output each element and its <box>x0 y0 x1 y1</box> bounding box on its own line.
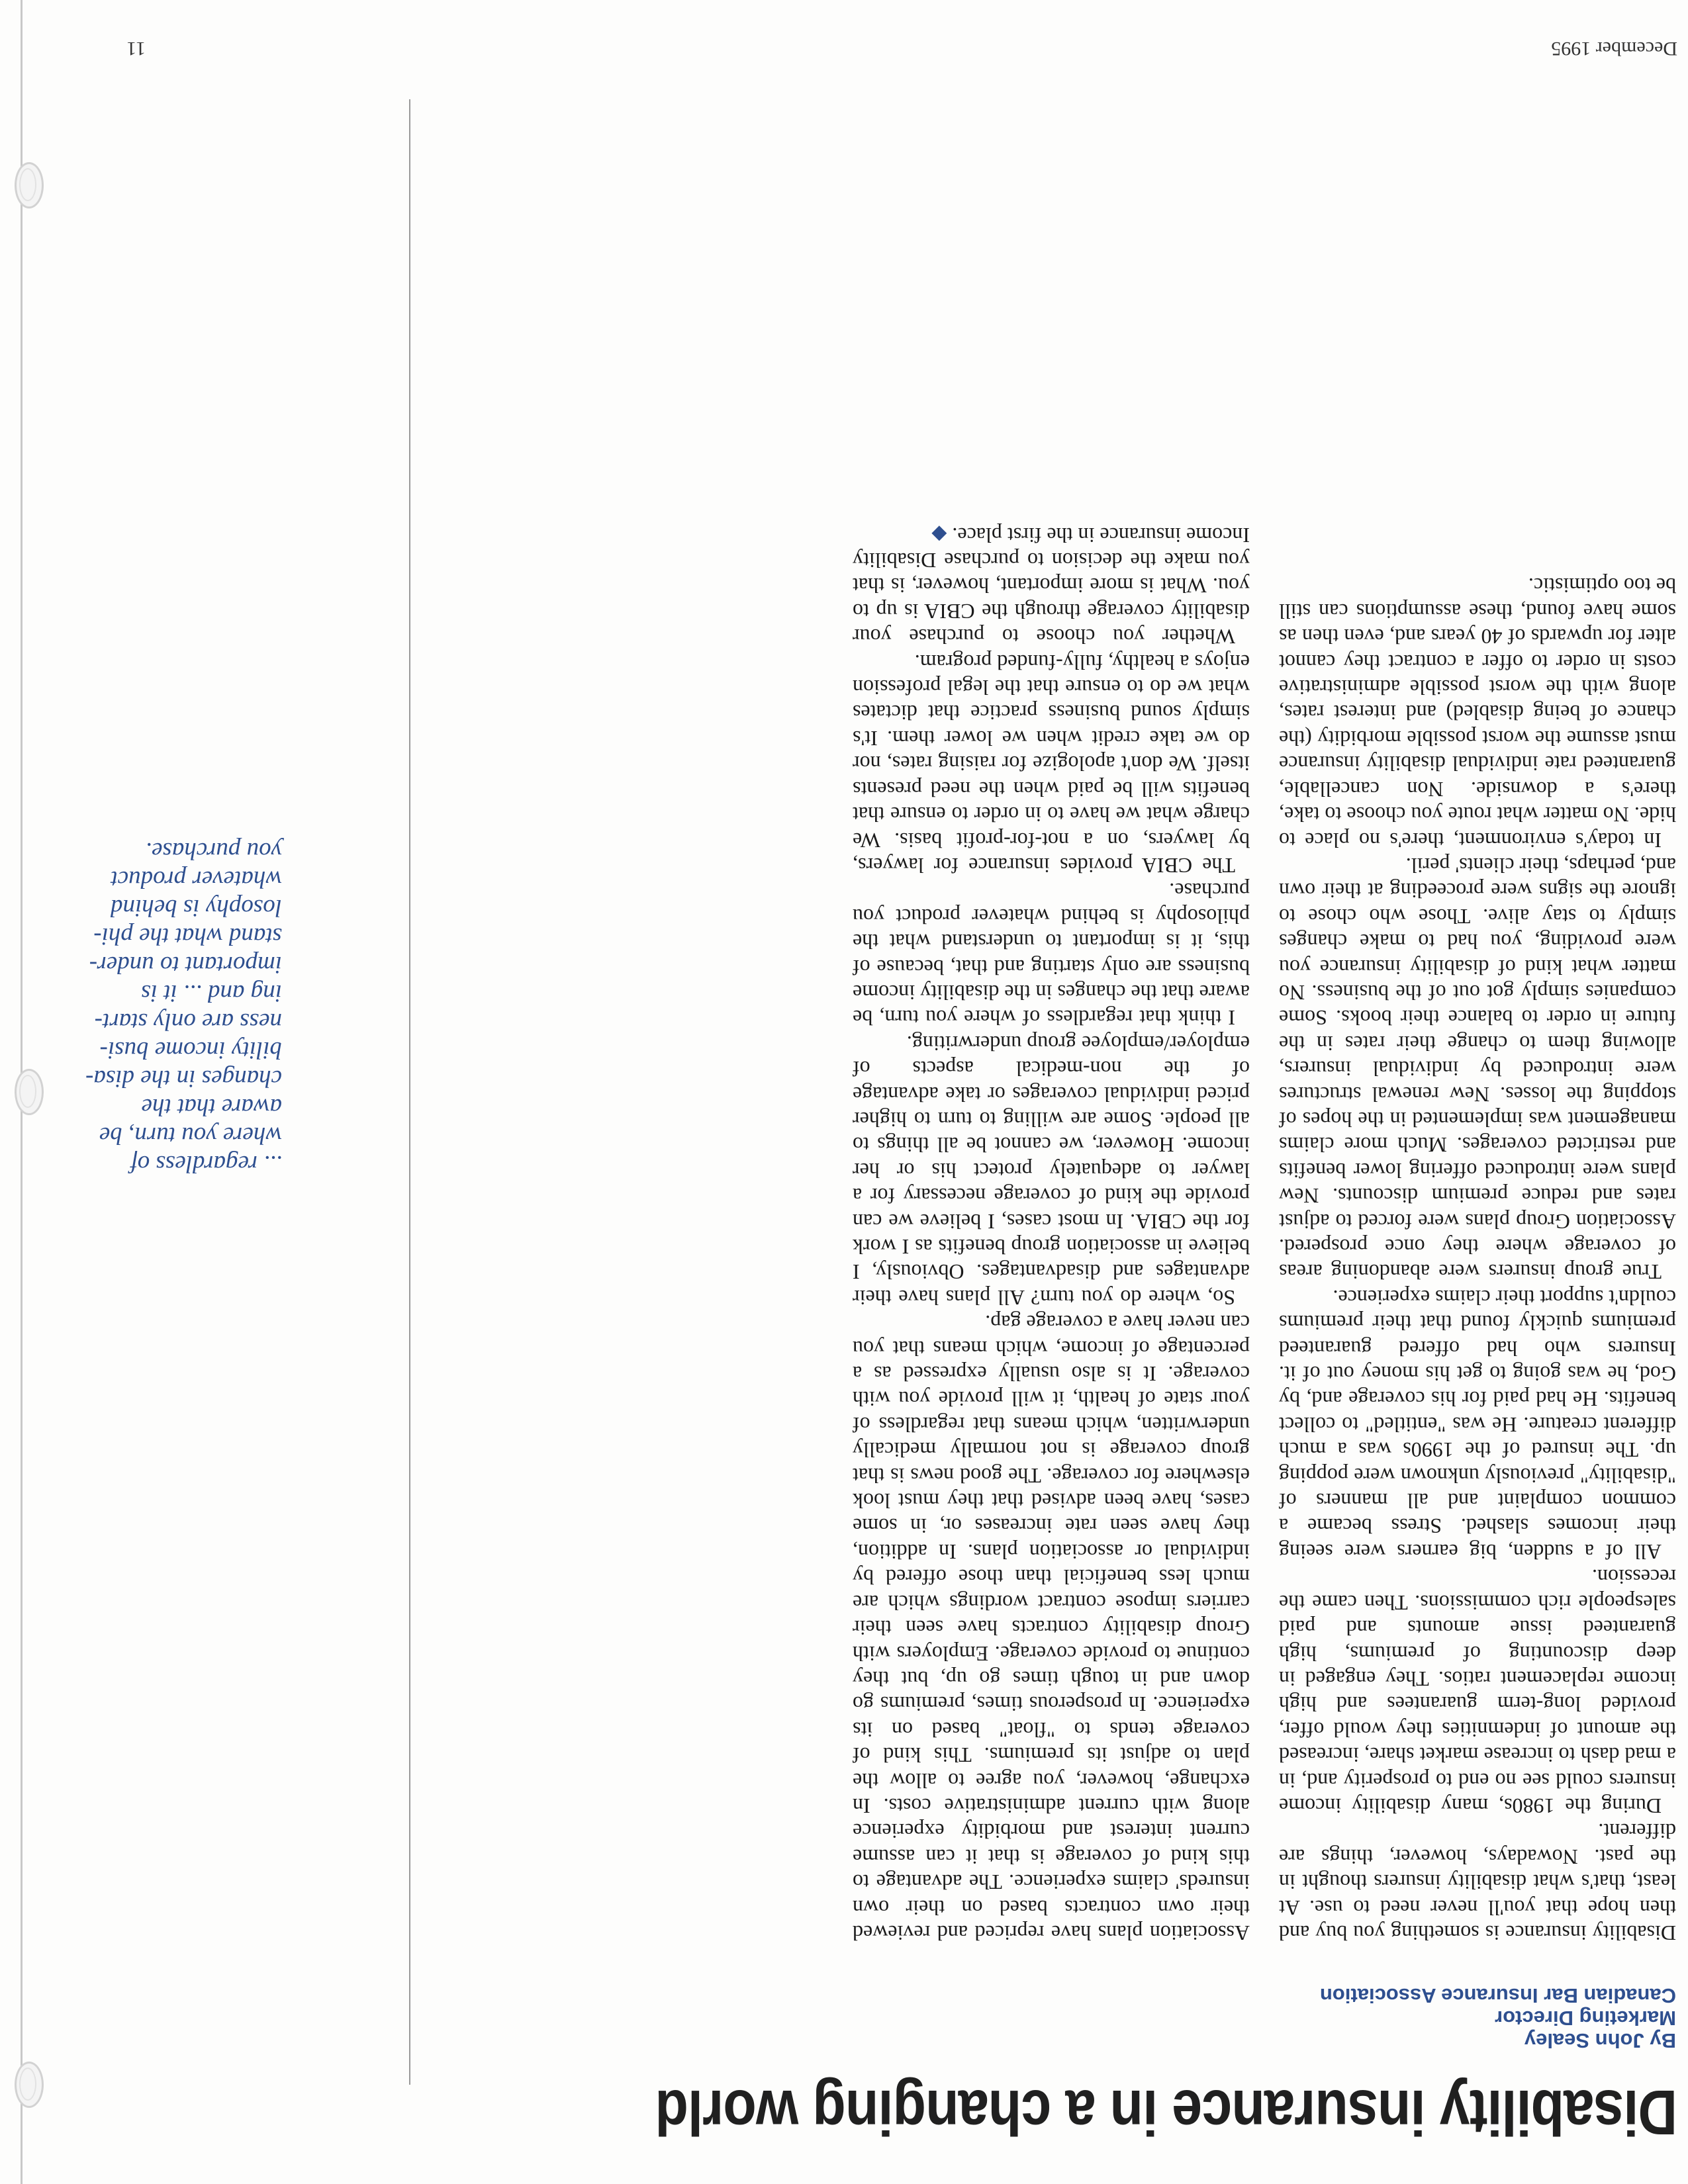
author-name: By John Sealey <box>1524 2029 1676 2052</box>
pull-quote-line: ing and ... it is <box>141 979 282 1007</box>
paragraph: The CBIA provides insurance for lawyers, by lawyers, on a not-for-profit basis. We charge what we have to in order to ensure that benefits will be paid when the need presents itself. We don't apologize for raising rates, nor do we take credit when we lower them. It's simply sound business practice that dictates what we do to ensure that the legal profession enjoys a healthy, fully-funded program. <box>853 650 1250 878</box>
page-number: 11 <box>126 38 146 60</box>
paragraph: In today's environment, there's no place to hide. No matter what route you choose to take, there's a downside. Non cancellable, guaranteed rate individual disability insurance must assume the worst possible morbidity (the chance of being disabled) and interest rates, along with the worst possible administrative costs in order to offer a contract they cannot alter for upwards of 40 years and, even then as some have found, these assumptions can still be too optimistic. <box>1279 574 1676 852</box>
paragraph: So, where do you turn? All plans have their advantages and disadvantages. Obviously, I believe in association group benefits as I work for the CBIA. In most cases, I believe we can provide the kind of coverage necessary for a lawyer to adequately protect his or her income. However, we cannot be all things to all people. Some are willing to turn to higher priced individual coverages or take advantage of the non-medical aspects of employer/employee group underwriting. <box>853 1031 1250 1310</box>
paragraph: True group insurers were abandoning areas of coverage where they once prospered. Association Group plans were forced to adjust rates and reduce premium discounts. New plans were introduced offering lower benefits and restricted coverages. Much more claims management was implemented in the hopes of stopping the losses. New renewal structures were introduced by individual insurers, allowing them to change their rates in the future in order to balance their books. Some companies simply got out of the business. No matter what kind of disability insurance you were providing, you had to make changes simply to stay alive. Those who chose to ignore the signs were proceeding at their own and, perhaps, their clients' peril. <box>1279 853 1676 1285</box>
pull-quote-line: changes in the disa- <box>85 1065 282 1092</box>
pull-quote-line: losophy is behind <box>111 894 282 921</box>
binder-hole-bottom <box>15 162 44 208</box>
pull-quote-line: bility income busi- <box>99 1036 282 1064</box>
pull-quote <box>83 837 282 1178</box>
article-column-2 <box>853 521 1250 1946</box>
author-role: Marketing Director <box>1495 2007 1676 2030</box>
paragraph: Disability insurance is something you buy and then hope that you'll never need to use. At least, that's what disability insurers thought in the past. Nowadays, however, things are different. <box>1279 1819 1676 1945</box>
pull-quote-line: important to under- <box>89 951 282 978</box>
paragraph: All of a sudden, big earners were seeing their incomes slashed. Stress became a common complaint and all manners of "disability" previously unknown were popping up. The insured of the 1990s was a much different creature. He was "entitled" to collect benefits. He had paid for his coverage and, by God, he was going to get his money out of it. Insurers who had offered guaranteed premiums quickly found that their premiums couldn't support their claims experience. <box>1279 1285 1676 1564</box>
closing-paragraph-text: Whether you choose to purchase your disability coverage through the CBIA is up to you. What is more important, however, is that you make the decision to purchase Disability Income insurance in the first place. <box>853 523 1250 649</box>
article-column-1 <box>1279 573 1676 1946</box>
binder-hole-top <box>15 2062 44 2108</box>
paragraph: Association plans have repriced and reviewed their own contracts based on their own insureds' claims experience. The advantage to this kind of coverage is that it can assume current interest and morbidity experience along with current administrative costs. In exchange, however, you agree to allow the plan to adjust its premiums. This kind of coverage tends to "float" based on its experience. In prosperous times, premiums go down and in tough times go up, but they continue to provide coverage. Employers with Group disability contracts have seen their carriers impose contract wordings which are much less beneficial than those offered by individual or association plans. In addition, they have seen rate increases or, in some cases, have been advised that they must look elsewhere for coverage. The good news is that group coverage is not normally medically underwritten, which means that regardless of your state of health, it will provide you with coverage. It is also usually expressed as a percentage of income, which means that you can never have a coverage gap. <box>853 1311 1250 1945</box>
pull-quote-line: ness are only start- <box>94 1008 282 1035</box>
issue-date: December 1995 <box>1551 38 1677 60</box>
author-organization: Canadian Bar Insurance Association <box>1319 1984 1676 2007</box>
pull-quote-line: ... regardless of <box>130 1150 282 1177</box>
column-divider <box>409 99 410 2085</box>
binder-hole-middle <box>15 1069 44 1115</box>
pull-quote-line: aware that the <box>141 1093 282 1120</box>
pull-quote-line: stand what the phi- <box>93 923 282 950</box>
pull-quote-line: whatever product <box>111 866 282 893</box>
pull-quote-line: where you turn, be <box>99 1122 282 1149</box>
article-title: Disability insurance in a changing world <box>655 2077 1677 2148</box>
paragraph: I think that regardless of where you turn, be aware that the changes in the disability income business are only starting and that, because of this, it is important to understand what the philosophy is behind whatever product you purchase. <box>853 879 1250 1030</box>
pull-quote-line: you purchase. <box>145 837 282 864</box>
end-of-article-icon: ◆ <box>931 523 947 545</box>
byline <box>1266 1984 1676 2052</box>
paragraph: During the 1980s, many disability income insurers could see no end to prosperity and, in a mad dash to increase market share, increased the amount of indemnities they would offer, provided long-term guarantees and high income replacement ratios. They engaged in deep discounting of premiums, high guaranteed issue amounts and paid salespeople rich commissions. Then came the recession. <box>1279 1565 1676 1818</box>
paragraph <box>853 521 1250 649</box>
